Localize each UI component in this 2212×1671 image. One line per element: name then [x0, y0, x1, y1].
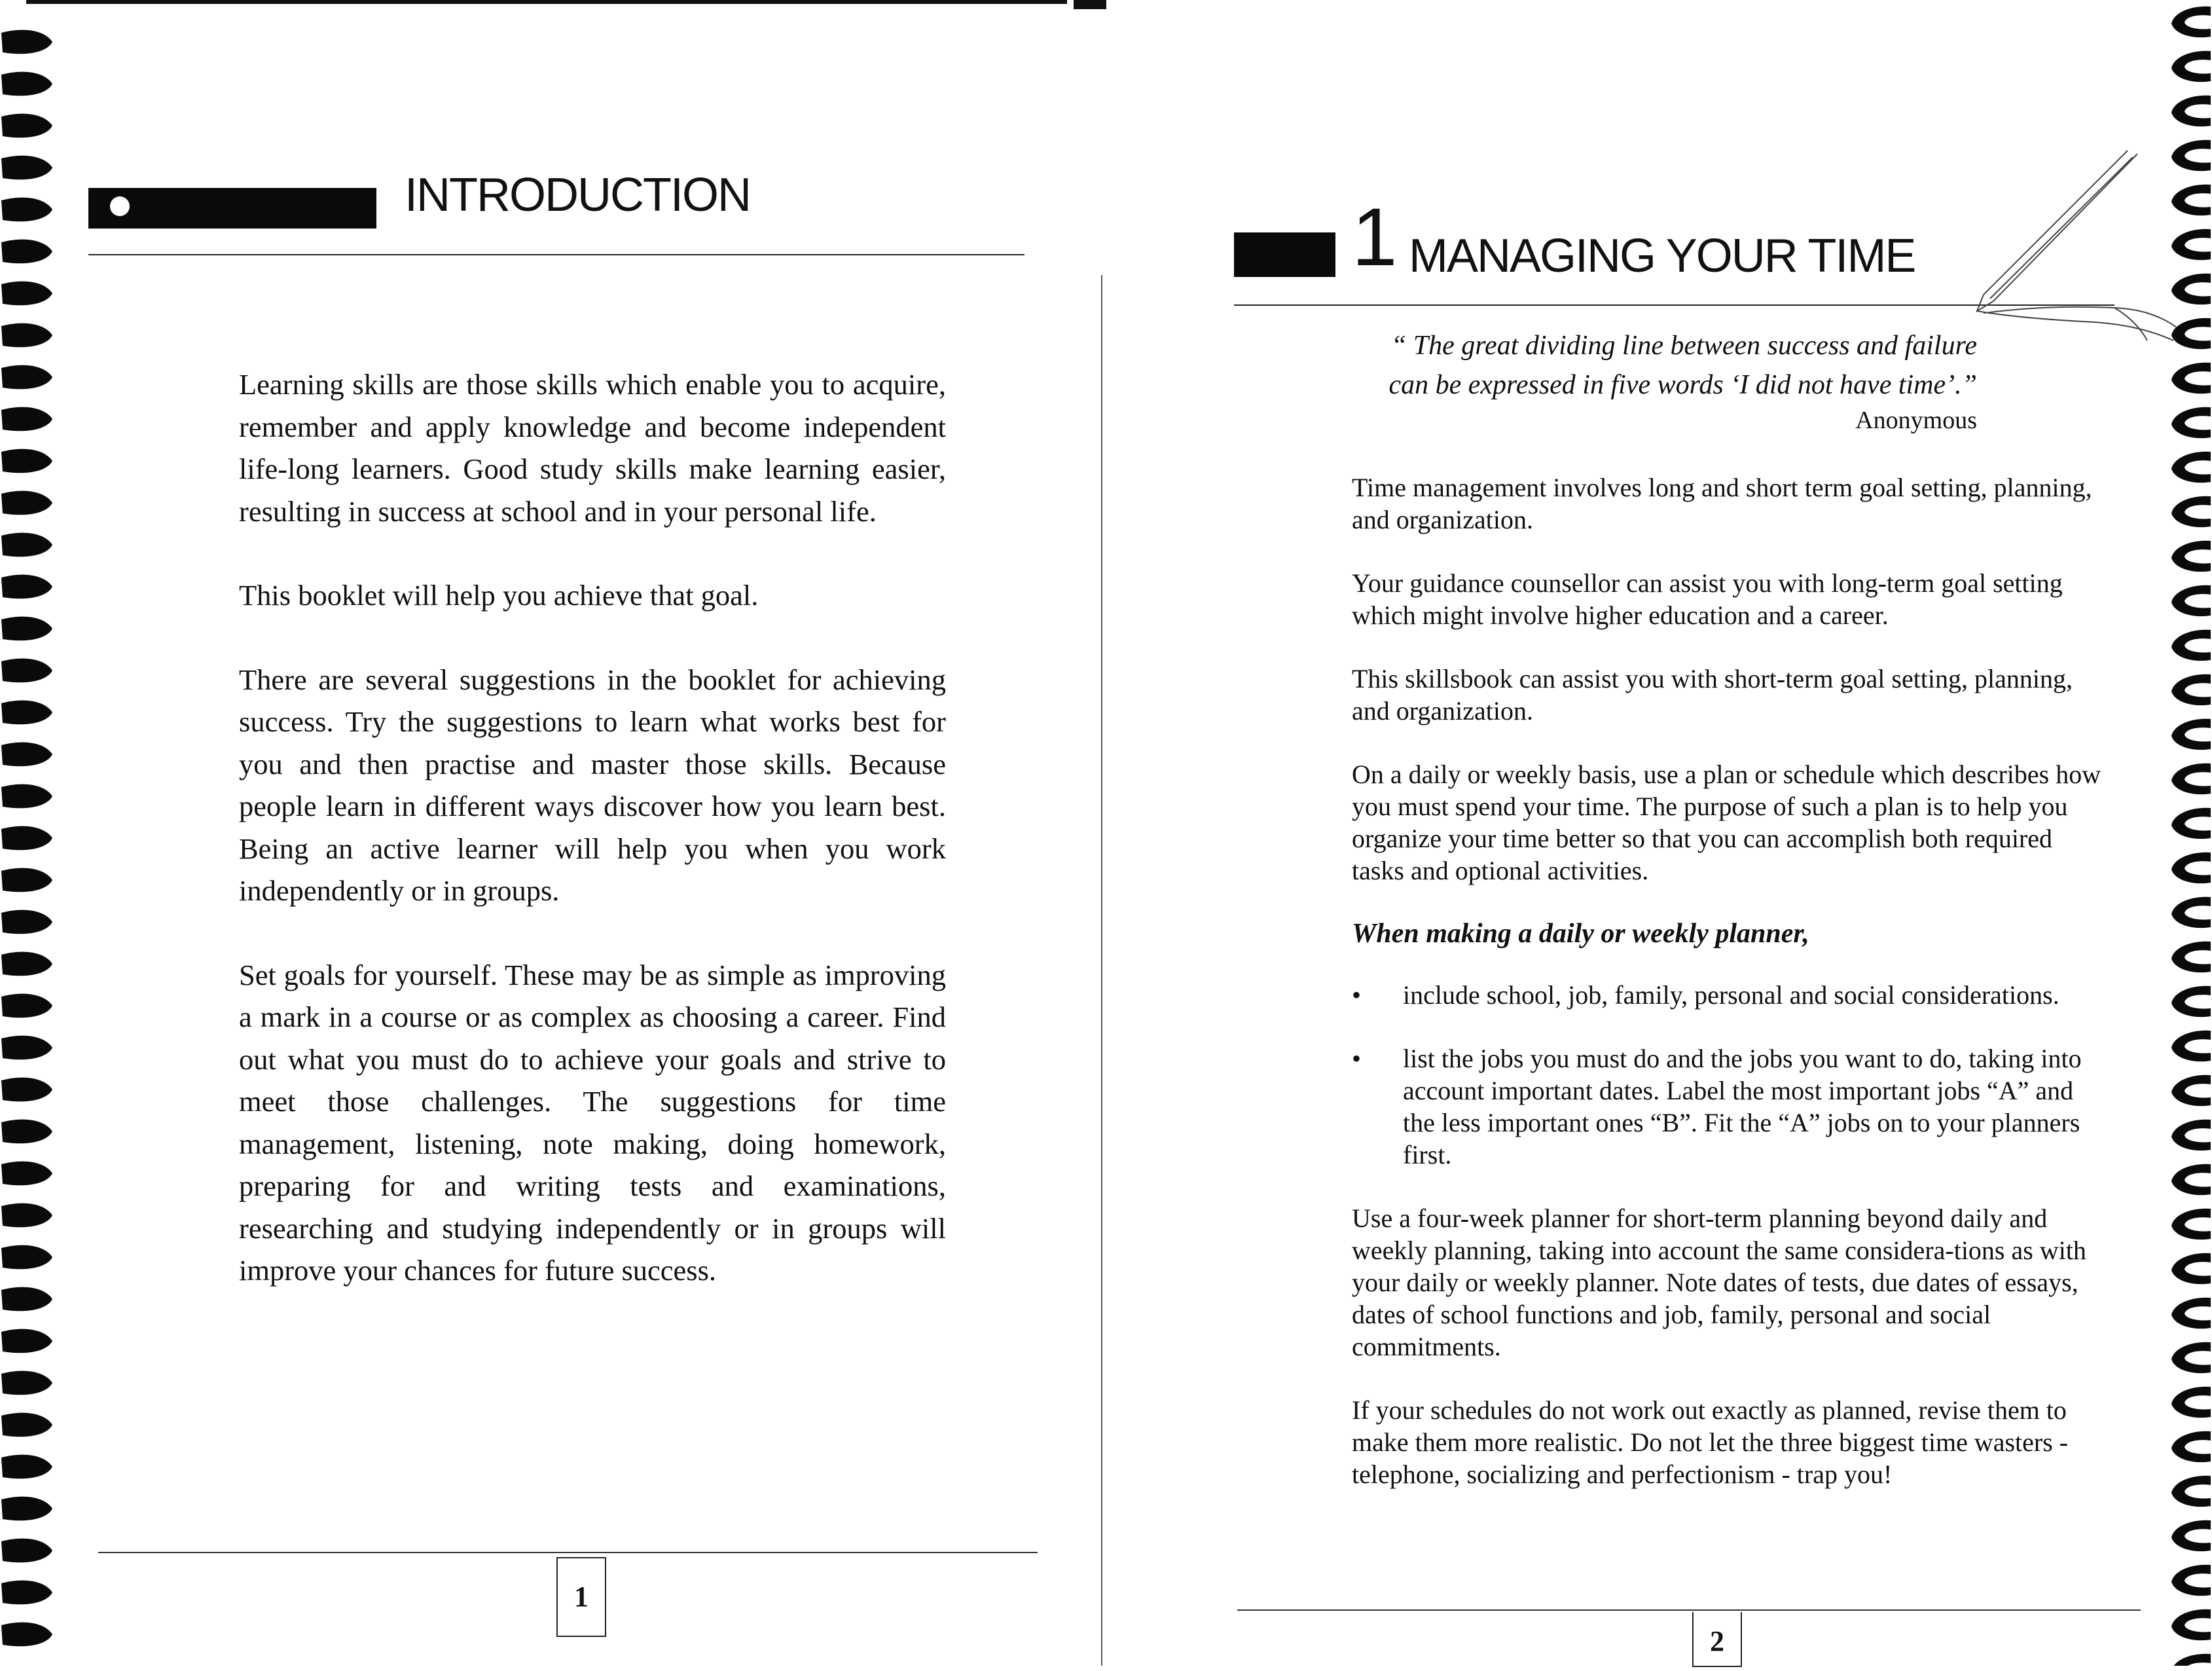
- header-rule: [88, 254, 1024, 255]
- binding-loop: [2171, 363, 2211, 394]
- right-page-body: [1352, 471, 2105, 1522]
- paragraph: There are several suggestions in the booklet for achieving success. Try the suggestions to learn what works best for you and then practise and master those skills. Because people learn in different ways discover how you learn best. Being an active learner will help you when you work independently or in groups.: [239, 663, 946, 907]
- binding-loop: [1, 1413, 52, 1437]
- binding-loop: [1, 826, 52, 851]
- binding-loop: [2171, 1298, 2211, 1329]
- binding-loop: [2171, 763, 2211, 794]
- binding-loop: [1, 910, 52, 934]
- binding-loop: [2171, 1387, 2211, 1418]
- binding-loop: [2171, 942, 2211, 972]
- binding-loop: [2171, 897, 2211, 928]
- list-item: [1352, 979, 2105, 1011]
- binding-loop: [1, 1497, 52, 1521]
- binding-loop: [2171, 452, 2211, 483]
- binding-loop: [2171, 407, 2211, 438]
- binding-loop: [1, 784, 52, 809]
- paragraph: Your guidance counsellor can assist you with long-term goal setting which might involve higher education and a career.: [1352, 568, 2063, 630]
- chapter-header-bar: [1234, 232, 1335, 277]
- binding-loop: [1, 407, 52, 432]
- scan-top-edge: [26, 0, 1067, 4]
- binding-loop: [1, 491, 52, 515]
- binding-loop: [2171, 1565, 2211, 1596]
- binding-loop: [2171, 541, 2211, 572]
- binding-loop: [1, 282, 52, 306]
- binding-loop: [1, 575, 52, 599]
- binding-loop: [2171, 1209, 2211, 1239]
- binding-loop: [1, 1078, 52, 1102]
- binding-loop: [1, 1120, 52, 1144]
- binding-loop: [1, 1287, 52, 1312]
- binding-loop: [2171, 1476, 2211, 1507]
- binding-loop: [1, 868, 52, 892]
- binding-loop: [2171, 585, 2211, 616]
- binding-loop: [2171, 630, 2211, 661]
- footer-rule: [1237, 1609, 2141, 1611]
- binding-loop: [1, 449, 52, 473]
- header-bullet-dot: [110, 196, 130, 216]
- binding-loop: [1, 1539, 52, 1563]
- quote-line: “ The great dividing line between success and failure: [1390, 331, 1977, 361]
- binding-loop: [2171, 674, 2211, 705]
- binding-loop: [1, 1203, 52, 1228]
- chapter-title: MANAGING YOUR TIME: [1409, 230, 1915, 282]
- spiral-binding-left: [0, 26, 59, 1663]
- binding-loop: [1, 323, 52, 348]
- binding-loop: [1, 240, 52, 264]
- binding-loop: [1, 1162, 52, 1186]
- paragraph: If your schedules do not work out exactly as planned, revise them to make them more realistic. Do not let the three biggest time wasters - telephone, socializing and perfectionism - trap you!: [1352, 1395, 2069, 1489]
- bullet-dot: •: [1352, 1044, 1362, 1073]
- paragraph: Set goals for yourself. These may be as simple as improving a mark in a course or as complex as choosing a career. Find out what you must do to achieve your goals and strive to meet those challenges. The suggestions for time management, listening, note making, doing homework, preparing for and writing tests and examinations, researching and studying independently or in groups will improve your chances for future success.: [239, 958, 946, 1287]
- binding-loop: [2171, 7, 2211, 37]
- binding-loop: [2171, 1431, 2211, 1462]
- binding-loop: [1, 114, 52, 138]
- binding-loop: [2171, 1031, 2211, 1061]
- binding-loop: [1, 701, 52, 725]
- binding-loop: [2171, 853, 2211, 883]
- binding-loop: [1, 1455, 52, 1479]
- binding-loop: [1, 365, 52, 390]
- binding-loop: [1, 1581, 52, 1605]
- section-header-bar: [88, 188, 376, 229]
- quote-author: Anonymous: [1855, 407, 1977, 434]
- binding-loop: [2171, 986, 2211, 1017]
- binding-loop: [2171, 1609, 2211, 1640]
- list-item-text: list the jobs you must do and the jobs you want to do, taking into account important dates. Label the most important jobs “A” and the less important ones “B”. Fit the “A” jobs on to your planners first.: [1403, 1044, 2082, 1169]
- page-number: 2: [1692, 1612, 1742, 1667]
- epigraph-quote: [1349, 326, 1977, 405]
- binding-loop: [1, 1329, 52, 1353]
- pencil-drawing-icon: [1964, 144, 2180, 354]
- binding-loop: [1, 1623, 52, 1647]
- scan-top-mark: [1074, 0, 1106, 9]
- binding-loop: [1, 1036, 52, 1060]
- page-gutter-line: [1101, 275, 1102, 1666]
- binding-loop: [2171, 1520, 2211, 1551]
- quote-line: can be expressed in five words ‘I did not have time’.”: [1388, 370, 1977, 400]
- binding-loop: [2171, 51, 2211, 82]
- list-item: [1352, 1042, 2105, 1171]
- bullet-dot: •: [1352, 980, 1362, 1010]
- binding-loop: [1, 1245, 52, 1270]
- paragraph: This skillsbook can assist you with short-term goal setting, planning, and organization.: [1352, 664, 2073, 725]
- binding-loop: [2171, 1164, 2211, 1195]
- paragraph: Learning skills are those skills which enable you to acquire, remember and apply knowledge and become independent life-long learners. Good study skills make learning easier, resulting in success at school and in your personal life.: [239, 368, 946, 528]
- paragraph: This booklet will help you achieve that goal.: [239, 579, 759, 612]
- binding-loop: [1, 743, 52, 767]
- binding-loop: [1, 533, 52, 557]
- page-number: 1: [556, 1557, 606, 1637]
- bullet-list: [1352, 979, 2105, 1171]
- binding-loop: [1, 659, 52, 683]
- binding-loop: [2171, 496, 2211, 527]
- binding-loop: [2171, 719, 2211, 750]
- binding-loop: [1, 198, 52, 222]
- paragraph: On a daily or weekly basis, use a plan or schedule which describes how you must spend your time. The purpose of such a plan is to help you organize your time better so that you can accomplish both required tasks and optional activities.: [1352, 760, 2101, 885]
- binding-loop: [2171, 96, 2211, 126]
- binding-loop: [1, 952, 52, 976]
- list-item-text: include school, job, family, personal and social considerations.: [1403, 980, 2059, 1010]
- binding-loop: [1, 1371, 52, 1395]
- binding-loop: [2171, 1075, 2211, 1106]
- page-title: INTRODUCTION: [405, 169, 750, 221]
- chapter-number: 1: [1352, 192, 1398, 283]
- binding-loop: [2171, 808, 2211, 839]
- binding-loop: [2171, 1253, 2211, 1284]
- binding-loop: [1, 994, 52, 1018]
- binding-loop: [1, 30, 52, 54]
- binding-loop: [2171, 1120, 2211, 1150]
- binding-loop: [2171, 1342, 2211, 1373]
- binding-loop: [1, 617, 52, 641]
- paragraph: Time management involves long and short term goal setting, planning, and organization.: [1352, 473, 2092, 534]
- subheading: When making a daily or weekly planner,: [1352, 919, 1809, 949]
- paragraph: Use a four-week planner for short-term planning beyond daily and weekly planning, taking into account the same considera-tions as with your daily or weekly planner. Note dates of tests, due dates of essays, dates of school functions and job, family, personal and social commitments.: [1352, 1203, 2086, 1361]
- binding-loop: [1, 156, 52, 180]
- binding-loop: [2171, 1654, 2211, 1666]
- footer-rule: [98, 1552, 1038, 1553]
- left-page-body: [239, 363, 946, 1334]
- binding-loop: [1, 72, 52, 96]
